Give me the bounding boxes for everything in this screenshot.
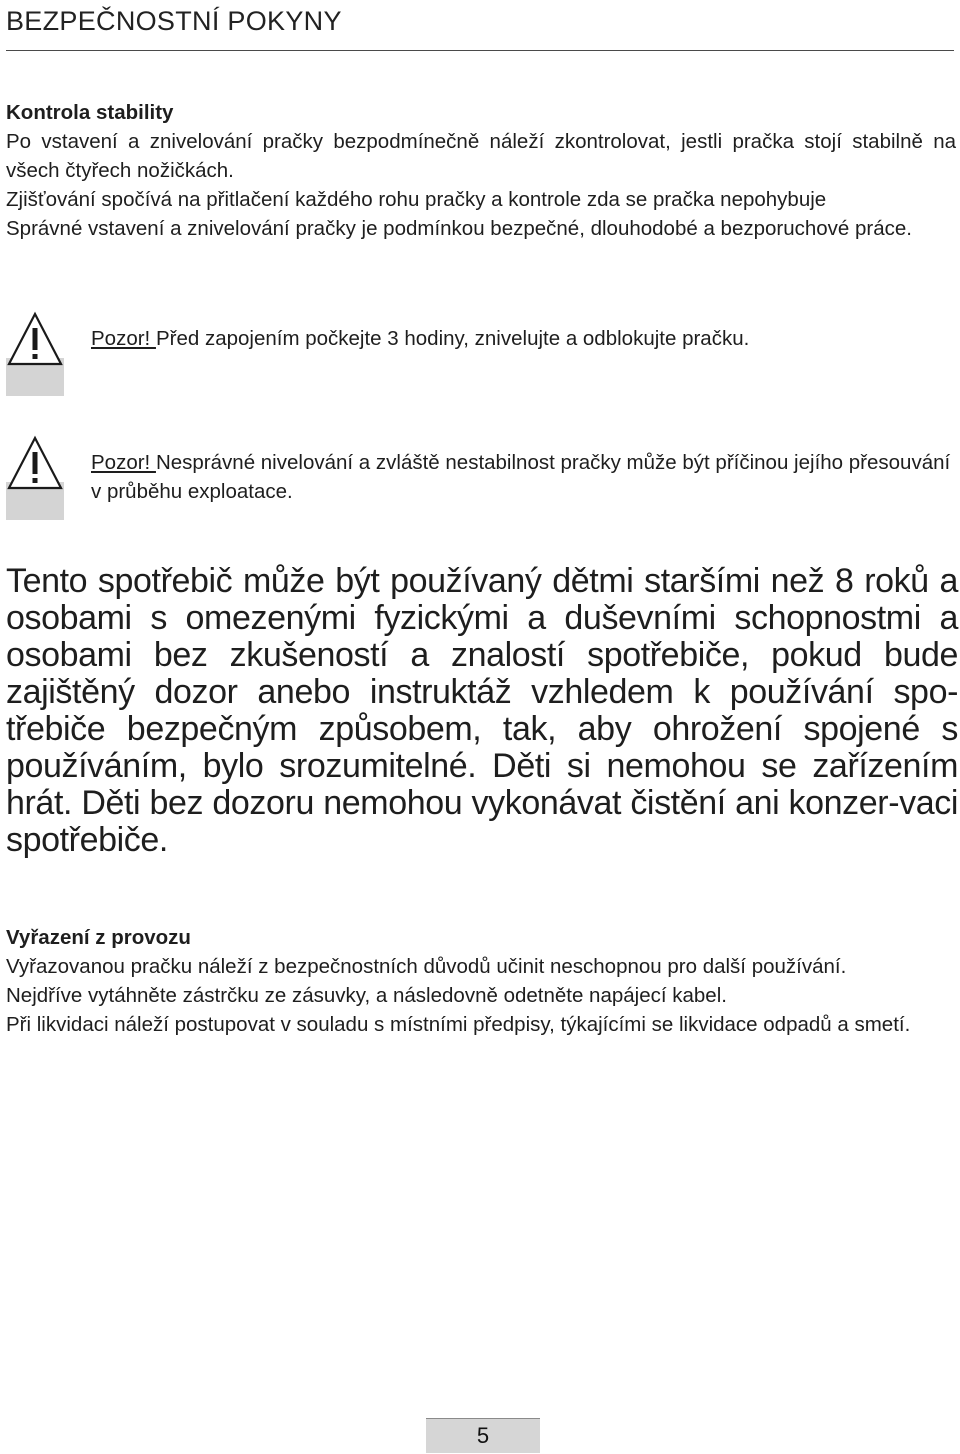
page-header bbox=[6, 4, 954, 51]
warning-2-label: Pozor! bbox=[91, 451, 156, 474]
warning-triangle-icon bbox=[6, 310, 64, 396]
stability-section bbox=[6, 98, 956, 243]
warning-2-text bbox=[91, 448, 956, 506]
page-title: BEZPEČNOSTNÍ POKYNY bbox=[6, 6, 342, 36]
decommission-heading: Vyřazení z provozu bbox=[6, 926, 191, 949]
warning-1-message: Před zapojením počkejte 3 hodiny, znivelujte a odblokujte pračku. bbox=[155, 327, 750, 350]
children-safety-notice: Tento spotřebič může být používaný dětmi staršími než 8 roků a osobami s omezenými fyzickými a duševními schopnostmi a osobami bez zkušeností a znalostí spotřebiče, pokud bude zajištěný dozor anebo instruktáž vzhledem k používání spo-třebiče bezpečným způsobem, tak, aby ohrožení spojené s používáním, bylo srozumitelné. Děti si nemohou se zařízením hrát. Děti bez dozoru nemohou vykonávat čistění ani konzer-vaci spotřebiče. bbox=[6, 562, 958, 859]
warning-1-label: Pozor! bbox=[91, 327, 156, 350]
stability-paragraph-1: Po vstavení a znivelování pračky bezpodmínečně náleží zkontrolovat, jestli pračka stojí stabilně na všech čtyřech nožičkách. bbox=[6, 130, 956, 182]
decommission-paragraph-2: Nejdříve vytáhněte zástrčku ze zásuvky, a následovně odetněte napájecí kabel. bbox=[6, 984, 727, 1007]
warning-1-text bbox=[91, 324, 956, 353]
page-number: 5 bbox=[426, 1418, 540, 1453]
warning-2-message: Nesprávné nivelování a zvláště nestabilnost pračky může být příčinou jejího přesouvání v průběhu exploatace. bbox=[91, 451, 951, 503]
stability-paragraph-2: Zjišťování spočívá na přitlačení každého rohu pračky a kontrole zda se pračka nepohybuje bbox=[6, 188, 827, 211]
stability-paragraph-3: Správné vstavení a znivelování pračky je podmínkou bezpečné, dlouhodobé a bezporuchové práce. bbox=[6, 217, 913, 240]
decommission-paragraph-1: Vyřazovanou pračku náleží z bezpečnostních důvodů učinit neschopnou pro další používání. bbox=[6, 955, 847, 978]
warning-triangle-icon bbox=[6, 434, 64, 520]
decommission-section bbox=[6, 923, 956, 1039]
decommission-paragraph-3: Při likvidaci náleží postupovat v souladu s místními předpisy, týkajícími se likvidace odpadů a smetí. bbox=[6, 1013, 911, 1036]
stability-heading: Kontrola stability bbox=[6, 101, 174, 124]
